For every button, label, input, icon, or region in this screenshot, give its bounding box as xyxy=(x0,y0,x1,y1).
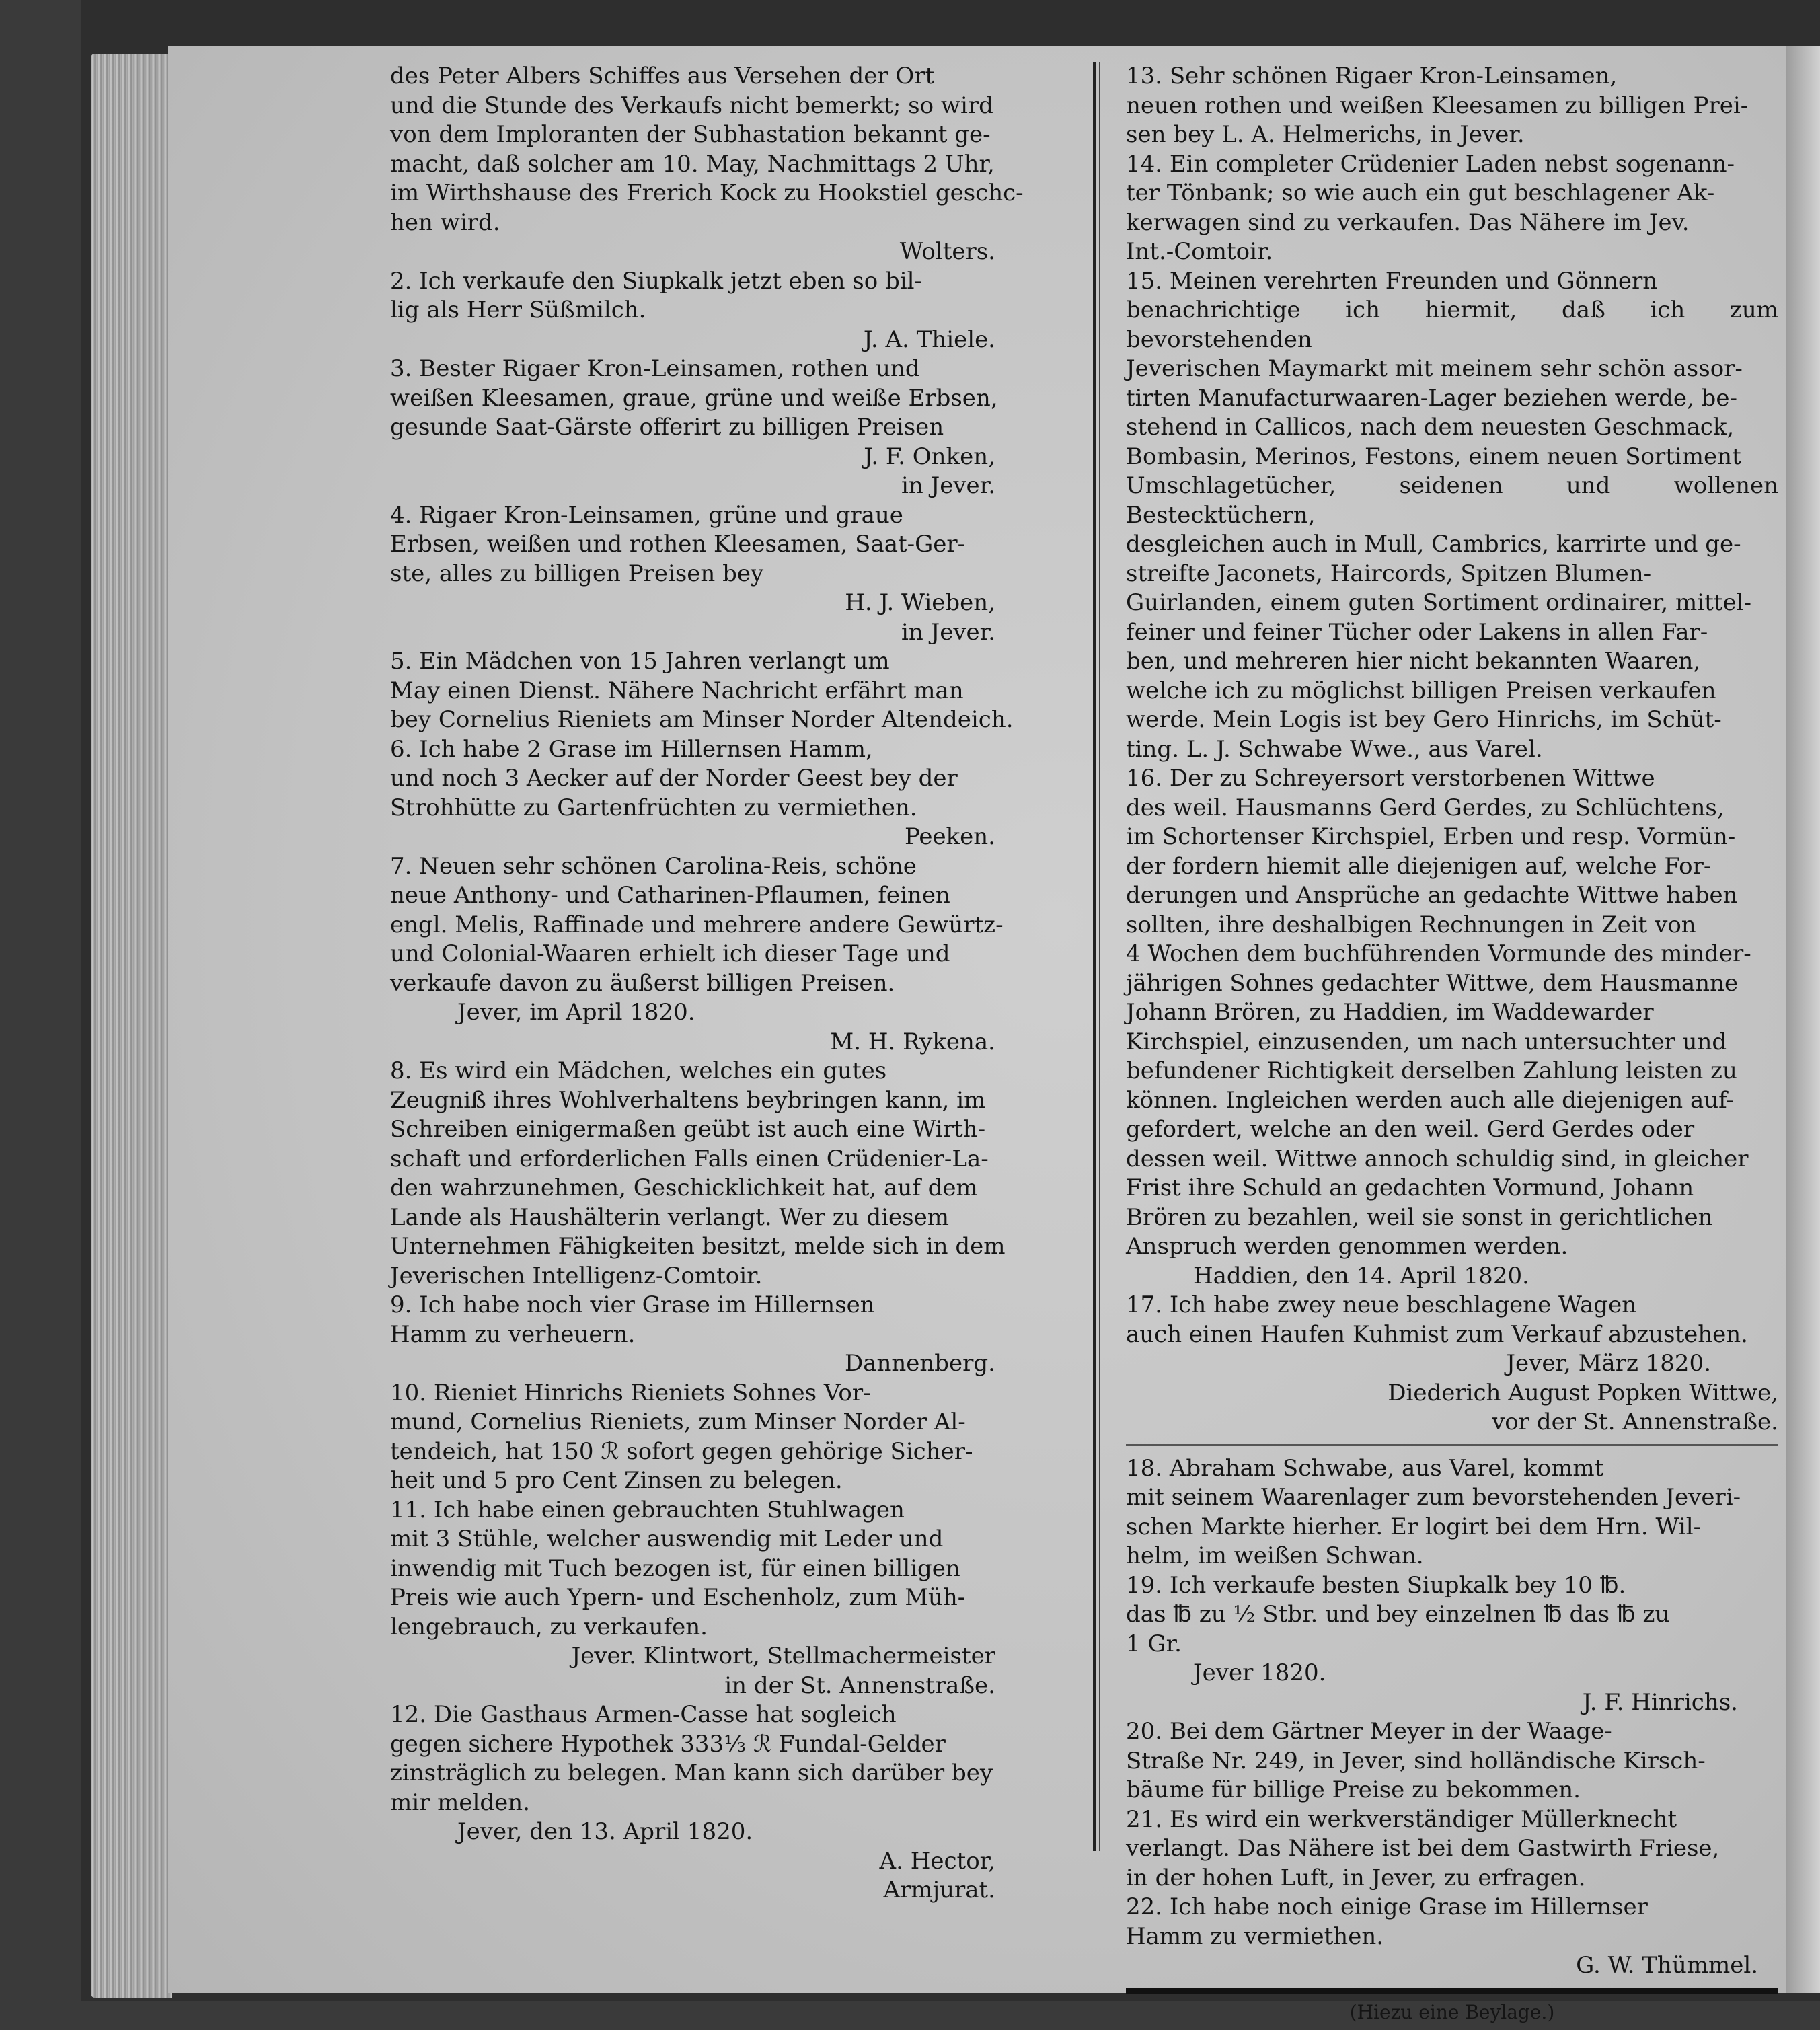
ad-text: 21. Es wird ein werkverständiger Müllerknecht verlangt. Das Nähere ist bei dem Gastwirth Friese, in der hohen Luft, in Jever, zu erfragen. xyxy=(1126,1805,1720,1891)
ad-text: 14. Ein completer Crüdenier Laden nebst sogenann- ter Tönbank; so wie auch ein gut beschlagener Ak- kerwagen sind zu verkaufen. Das Nähere im Jev. Int.-Comtoir. xyxy=(1126,150,1735,265)
ad-signature: A. Hector, Armjurat. xyxy=(879,1847,995,1904)
ad-signature: G. W. Thümmel. xyxy=(1576,1952,1758,1979)
column-divider xyxy=(1093,62,1096,1851)
column-divider-inner xyxy=(1099,62,1100,1851)
ad-date: Haddien, den 14. April 1820. xyxy=(1193,1262,1529,1289)
ad-date: Jever, den 13. April 1820. xyxy=(457,1818,753,1845)
ad-13 xyxy=(1126,62,1778,150)
notice-continuation xyxy=(390,62,1063,267)
ad-signature: J. F. Hinrichs. xyxy=(1582,1688,1738,1716)
notice-text: des Peter Albers Schiffes aus Versehen der Ort und die Stunde des Verkaufs nicht bemerkt; so wird von dem Imploranten der Subhastation bekannt ge- macht, daß solcher am 10. May, Nachmittags 2 Uhr, im Wirthshause des Frerich Kock zu Hookstiel geschc- hen wird. xyxy=(390,63,1024,236)
facing-page-edge xyxy=(1786,46,1820,1993)
ad-signature: Dannenberg. xyxy=(844,1350,995,1377)
ad-22 xyxy=(1126,1893,1778,1981)
ad-15 xyxy=(1126,267,1778,765)
ad-signature: Diederich August Popken Wittwe, vor der St. Annenstraße. xyxy=(1388,1379,1778,1435)
ad-signature: Jever. Klintwort, Stellmachermeister in der St. Annenstraße. xyxy=(571,1643,995,1699)
ad-signature: Peeken. xyxy=(904,823,995,850)
ad-text: 18. Abraham Schwabe, aus Varel, kommt mit seinem Waarenlager zum bevorstehenden Jeveri- schen Markte hierher. Er logirt bei dem Hrn. Wil- helm, im weißen Schwan. xyxy=(1126,1454,1741,1569)
ad-3 xyxy=(390,354,1063,501)
ad-date: Jever, März 1820. xyxy=(1506,1350,1711,1377)
supplement-note: (Hiezu eine Beylage.) xyxy=(1349,2000,1555,2023)
ad-text: 4. Rigaer Kron-Leinsamen, grüne und graue Erbsen, weißen und rothen Kleesamen, Saat-Ger- ste, alles zu billigen Preisen bey xyxy=(390,501,966,587)
ad-signature: J. A. Thiele. xyxy=(863,326,995,353)
ad-7 xyxy=(390,852,1063,1057)
ad-text: 13. Sehr schönen Rigaer Kron-Leinsamen, neuen rothen und weißen Kleesamen zu billigen Prei- sen bey L. A. Helmerichs, in Jever. xyxy=(1126,63,1749,148)
ad-6 xyxy=(390,735,1063,852)
ad-18 xyxy=(1126,1454,1778,1571)
ad-9 xyxy=(390,1291,1063,1379)
ad-signature: J. F. Onken, in Jever. xyxy=(864,443,995,499)
ad-text: 7. Neuen sehr schönen Carolina-Reis, schöne neue Anthony- und Catharinen-Pflaumen, feinen engl. Melis, Raffinade und mehrere andere Gewürtz- und Colonial-Waaren erhielt ich dieser Tage und verkaufe davon zu äußerst billigen Preisen. xyxy=(390,852,1003,997)
ad-4 xyxy=(390,501,1063,648)
ad-text: 17. Ich habe zwey neue beschlagene Wagen auch einen Haufen Kuhmist zum Verkauf abzustehen. xyxy=(1126,1291,1748,1348)
ad-10 xyxy=(390,1379,1063,1496)
ad-text: 9. Ich habe noch vier Grase im Hillernsen Hamm zu verheuern. xyxy=(390,1291,875,1348)
ad-text: 5. Ein Mädchen von 15 Jahren verlangt um May einen Dienst. Nähere Nachricht erfährt man bey Cornelius Rieniets am Minser Norder Altendeich. xyxy=(390,648,1014,733)
ad-8 xyxy=(390,1057,1063,1291)
closing-rule xyxy=(1126,1988,1778,1994)
ad-text: 16. Der zu Schreyersort verstorbenen Wittwe des weil. Hausmanns Gerd Gerdes, zu Schlüchtens, im Schortenser Kirchspiel, Erben und resp. Vormün- der fordern hiemit alle diejenigen auf, welche For- derungen und Ansprüche an gedachte Wittwe haben sollten, ihre deshalbigen Rechnungen in Zeit von 4 Wochen dem buchführenden Vormunde des minder- jährigen Sohnes gedachter Wittwe, dem Hausmanne Johann Brören, zu Haddien, im Waddewarder Kirchspiel, einzusenden, um nach untersuchter und befundener Richtigkeit derselben Zahlung leisten zu können. Ingleichen werden auch alle diejenigen auf- gefordert, welche an den weil. Gerd Gerdes oder dessen weil. Wittwe annoch schuldig sind, in gleicher Frist ihre Schuld an gedachten Vormund, Johann Brören zu bezahlen, weil sie sonst in gerichtlichen Anspruch werden genommen werden. xyxy=(1126,765,1751,1260)
page-edges xyxy=(91,54,172,1998)
ad-20 xyxy=(1126,1717,1778,1805)
ad-signature: H. J. Wieben, in Jever. xyxy=(845,589,995,646)
ad-text: 3. Bester Rigaer Kron-Leinsamen, rothen und weißen Kleesamen, graue, grüne und weiße Erbsen, gesunde Saat-Gärste offerirt zu billigen Preisen xyxy=(390,355,998,441)
ad-text: 15. Meinen verehrten Freunden und Gönnern benachrichtige ich hiermit, daß ich zum bevorstehenden Jeverischen Maymarkt mit meinem sehr schön assor- tirten Manufacturwaaren-Lager beziehen werde, be- stehend in Callicos, nach dem neuesten Geschmack, Bombasin, Merinos, Festons, einem neuen Sortiment Umschlagetücher, seidenen und wollenen Bestecktüchern, desgleichen auch in Mull, Cambrics, karrirte und ge- streifte Jaconets, Haircords, Spitzen Blumen- Guirlanden, einem guten Sortiment ordinairer, mittel- feiner und feiner Tücher oder Lakens in allen Far- ben, und mehreren hier nicht bekannten Waaren, welche ich zu möglichst billigen Preisen verkaufen werde. Mein Logis ist bey Gero Hinrichs, im Schüt- ting. L. J. Schwabe Wwe., aus Varel. xyxy=(1126,267,1778,763)
ad-signature: M. H. Rykena. xyxy=(830,1028,995,1055)
section-rule xyxy=(1126,1444,1778,1446)
ad-date: Jever, im April 1820. xyxy=(457,999,695,1026)
ad-text: 19. Ich verkaufe besten Siupkalk bey 10 ℔. das ℔ zu ½ Stbr. und bey einzelnen ℔ das ℔ zu 1 Gr. xyxy=(1126,1571,1670,1657)
ad-text: 20. Bei dem Gärtner Meyer in der Waage- Straße Nr. 249, in Jever, sind holländische Kirsch- bäume für billige Preise zu bekommen. xyxy=(1126,1718,1706,1803)
ad-21 xyxy=(1126,1805,1778,1893)
ad-text: 11. Ich habe einen gebrauchten Stuhlwagen mit 3 Stühle, welcher auswendig mit Leder und inwendig mit Tuch bezogen ist, für einen billigen Preis wie auch Ypern- und Eschenholz, zum Müh- lengebrauch, zu verkaufen. xyxy=(390,1496,966,1641)
ad-19 xyxy=(1126,1571,1778,1718)
ad-text: 2. Ich verkaufe den Siupkalk jetzt eben so bil- lig als Herr Süßmilch. xyxy=(390,267,923,324)
ad-text: 22. Ich habe noch einige Grase im Hillernser Hamm zu vermiethen. xyxy=(1126,1893,1648,1950)
ad-11 xyxy=(390,1496,1063,1701)
ad-5 xyxy=(390,647,1063,735)
notice-signature: Wolters. xyxy=(899,238,995,265)
ad-text: 8. Es wird ein Mädchen, welches ein gutes Zeugniß ihres Wohlverhaltens beybringen kann, im Schreiben einigermaßen geübt ist auch eine Wirth- schaft und erforderlichen Falls einen Crüdenier-La- den wahrzunehmen, Geschicklichkeit hat, auf dem Lande als Haushälterin verlangt. Wer zu diesem Unternehmen Fähigkeiten besitzt, melde sich in dem Jeverischen Intelligenz-Comtoir. xyxy=(390,1057,1006,1289)
ad-12 xyxy=(390,1700,1063,1906)
ad-text: 10. Rieniet Hinrichs Rieniets Sohnes Vor- mund, Cornelius Rieniets, zum Minser Norder Al- tendeich, hat 150 ℛ sofort gegen gehörige Sicher- heit und 5 pro Cent Zinsen zu belegen. xyxy=(390,1379,973,1494)
left-column xyxy=(390,62,1063,1906)
ad-text: 12. Die Gasthaus Armen-Casse hat sogleich gegen sichere Hypothek 333⅓ ℛ Fundal-Gelder zinsträglich zu belegen. Man kann sich darüber bey mir melden. xyxy=(390,1701,993,1816)
background-left xyxy=(0,0,81,2030)
ad-text: 6. Ich habe 2 Grase im Hillernsen Hamm, und noch 3 Aecker auf der Norder Geest bey der Strohhütte zu Gartenfrüchten zu vermiethen. xyxy=(390,735,958,821)
ad-16 xyxy=(1126,764,1778,1291)
ad-17 xyxy=(1126,1291,1778,1437)
ad-2 xyxy=(390,267,1063,355)
right-column xyxy=(1126,62,1778,2025)
ad-14 xyxy=(1126,150,1778,267)
ad-date: Jever 1820. xyxy=(1193,1659,1326,1686)
